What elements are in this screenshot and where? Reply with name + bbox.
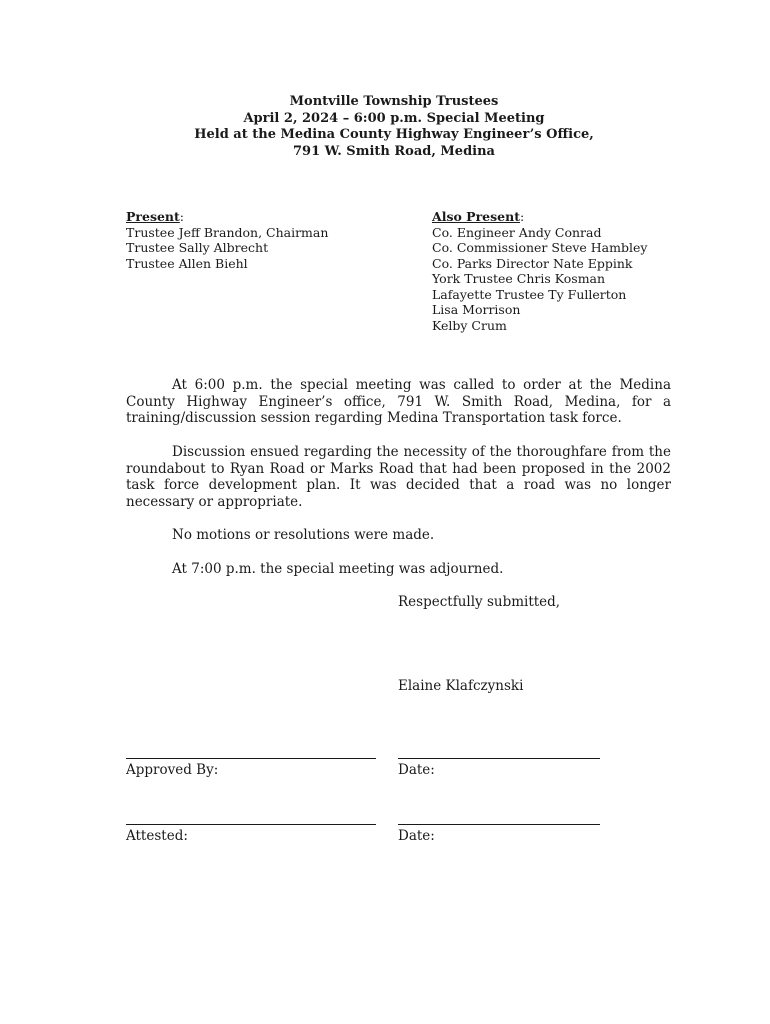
also-present-member: Co. Engineer Andy Conrad [432,224,602,240]
attested-signature-line [126,824,376,825]
header-meeting-date: April 2, 2024 – 6:00 p.m. Special Meeting [243,110,545,126]
attested-date-line [398,824,600,825]
signer-name: Elaine Klafczynski [398,678,524,694]
paragraph-adjourned: At 7:00 p.m. the special meeting was adjourned. [172,561,504,577]
paragraph-no-motions: No motions or resolutions were made. [172,527,435,543]
present-member: Trustee Sally Albrecht [126,240,269,255]
also-present-member: Co. Commissioner Steve Hambley [432,240,648,255]
approved-date-label: Date: [398,762,435,778]
paragraph-discussion: Discussion ensued regarding the necessity of the thoroughfare from the roundabout to Ryan Road or Marks Road that had been proposed in the 2002 task force development plan. It was decided that a road was no longer necessary or appropriate. [126,444,671,510]
also-present-member: Lafayette Trustee Ty Fullerton [432,286,627,302]
also-present-heading: Also Present: [432,209,525,224]
approved-date-line [398,758,600,759]
also-present-member: York Trustee Chris Kosman [432,271,606,286]
attested-date-label: Date: [398,828,435,844]
header-title: Montville Township Trustees [289,94,499,109]
present-heading: Present: [126,209,185,224]
approved-signature-line [126,758,376,759]
approved-by-label: Approved By: [126,762,219,778]
attested-label: Attested: [126,828,188,844]
document-header [0,94,770,160]
also-present-member: Co. Parks Director Nate Eppink [432,255,633,271]
also-present-member: Kelby Crum [432,317,507,333]
also-present-list [432,209,647,333]
present-list [126,209,328,271]
header-location: Held at the Medina County Highway Engineer’s Office, [194,127,594,142]
also-present-member: Lisa Morrison [432,302,521,317]
closing-text: Respectfully submitted, [398,594,561,610]
present-member: Trustee Jeff Brandon, Chairman [126,224,329,240]
header-address: 791 W. Smith Road, Medina [293,143,495,159]
paragraph-call-to-order: At 6:00 p.m. the special meeting was called to order at the Medina County Highway Engineer’s office, 791 W. Smith Road, Medina, for a training/discussion session regarding Medina Transportation task force. [126,377,671,426]
present-member: Trustee Allen Biehl [126,255,248,271]
